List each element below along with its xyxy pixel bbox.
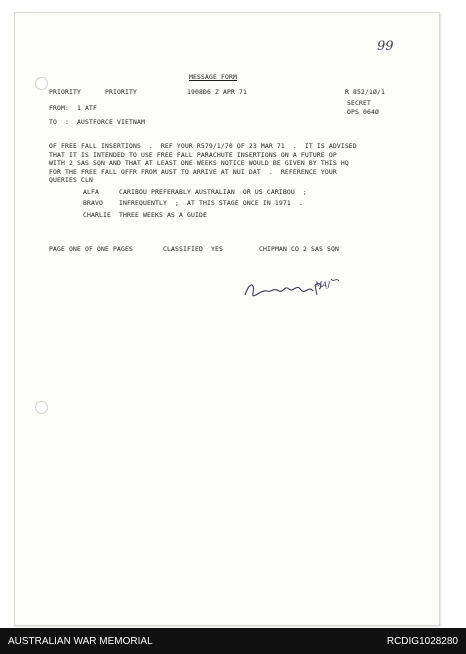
- footer-institution: AUSTRALIAN WAR MEMORIAL: [8, 636, 153, 647]
- archive-footer-bar: [0, 628, 466, 654]
- item-alfa-text: CARIBOU PREFERABLY AUSTRALIAN OR US CARIBOU ;: [119, 188, 307, 196]
- body-line: FOR THE FREE FALL OFFR FROM AUST TO ARRIVE AT NUI DAT . REFERENCE YOUR: [49, 167, 337, 176]
- item-bravo-text: INFREQUENTLY ; AT THIS STAGE ONCE IN 1971 .: [119, 199, 303, 207]
- ops-number: OPS 064Ø: [347, 108, 379, 116]
- from-line: FROM: 1 ATF: [49, 104, 97, 112]
- body-line: QUERIES CLN: [49, 176, 93, 185]
- to-line: TO : AUSTFORCE VIETNAM: [49, 118, 145, 126]
- handwritten-folio-number: 99: [377, 39, 394, 54]
- signature-rank: MAJ: [315, 281, 331, 289]
- document-page: [14, 12, 440, 626]
- punch-hole-top: [35, 77, 48, 90]
- body-line: THAT IT IS INTENDED TO USE FREE FALL PARACHUTE INSERTIONS ON A FUTURE OP: [49, 150, 337, 159]
- security-classification: SECRET: [347, 99, 371, 107]
- item-charlie-text: THREE WEEKS AS A GUIDE: [119, 211, 207, 219]
- precedence-info: PRIORITY: [105, 88, 137, 96]
- page-count: PAGE ONE OF ONE PAGES: [49, 245, 133, 253]
- body-line: OF FREE FALL INSERTIONS . REF YOUR R579/1/70 OF 23 MAR 71 . IT IS ADVISED: [49, 142, 357, 150]
- message-body: [49, 142, 357, 185]
- classified-flag: CLASSIFIED YES: [163, 245, 223, 253]
- footer-record-id: RCDIG1028280: [386, 636, 458, 647]
- item-bravo-label: BRAVO: [83, 199, 103, 207]
- handwritten-signature: [241, 275, 351, 305]
- form-title: MESSAGE FORM: [189, 73, 237, 81]
- item-charlie-label: CHARLIE: [83, 211, 111, 219]
- originator: CHIPMAN CO 2 SAS SQN: [259, 245, 339, 253]
- date-time-group: 1908Ð6 Z APR 71: [187, 88, 247, 96]
- precedence-action: PRIORITY: [49, 88, 81, 96]
- punch-hole-bottom: [35, 401, 48, 414]
- item-alfa-label: ALFA: [83, 188, 99, 196]
- message-reference: R 852/1Ø/1: [345, 88, 385, 96]
- body-line: WITH 2 SAS SQN AND THAT AT LEAST ONE WEEKS NOTICE WOULD BE GIVEN BY THIS HQ: [49, 159, 349, 168]
